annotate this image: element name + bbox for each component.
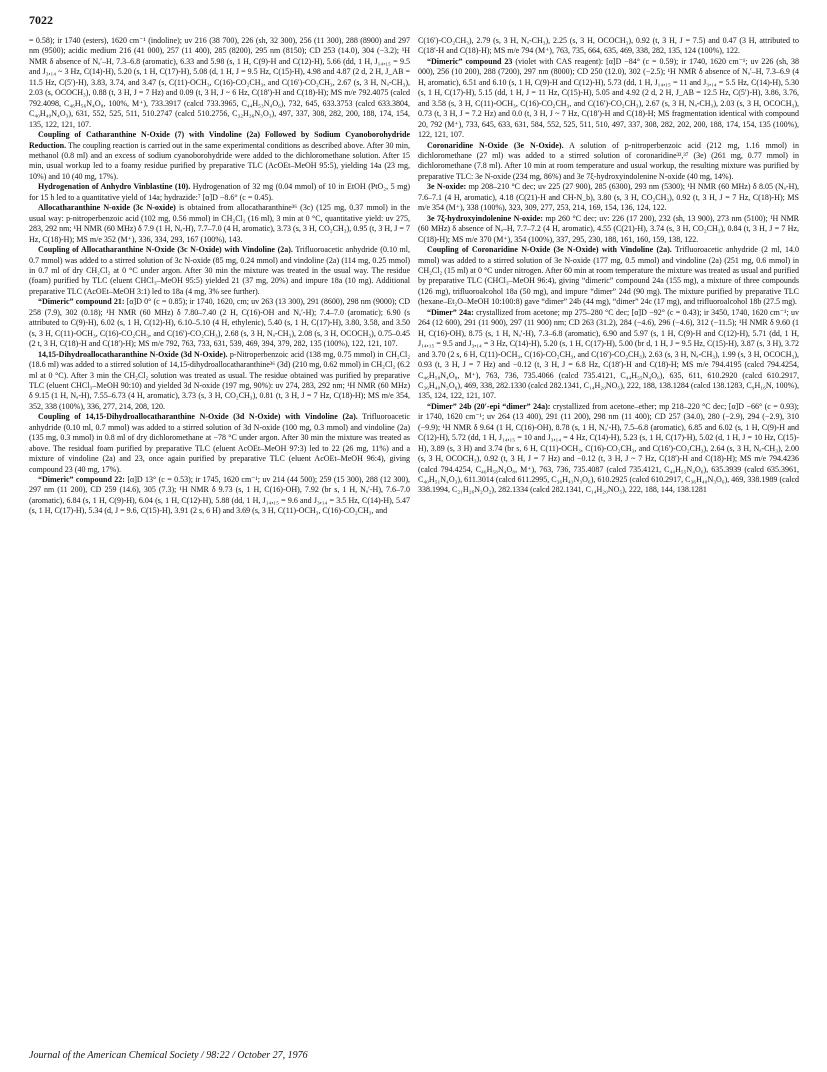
paragraph-heading: “Dimeric” compound 21:	[38, 297, 125, 307]
journal-footer: Journal of the American Chemical Society / 98:22 / October 27, 1976	[29, 1050, 308, 1061]
paragraph-heading: 3e N-oxide:	[427, 182, 467, 192]
paragraph	[29, 36, 410, 130]
paragraph	[418, 36, 799, 57]
paragraph-text: crystallized from acetone; mp 275–280 °C dec; [α]D −92° (c = 0.43); ir 3450, 1740, 1620 cm⁻¹; uv 264 (12 600), 291 (11 900), 297 (11 900) nm; CD 263 (31.2), 284 (−4.6), 296 (−4.6), 312 (−11.5); ¹H NMR δ 9.60 (1 H, C(16)-OH), 8.75 (s, 1 H, Nₐ′-H), 7.3–6.8 (aromatic), 6.90 and 5.97 (s, 1 H, C(9)-H and C(12)-H), 5.71 (dd, 1 H, J₁₄,₁₅ = 9.5 and J₃,₁₄ = 3 Hz, C(14)-H), 5.20 (s, 1 H, C(17)-H), 5.00 (br d, 1 H, J = 9.5 Hz, C(15)-H), 3.87 (s, 3 H), 3.72 and 3.70 (2 s, 6 H, C(11)-OCH₃, C(16)-CO₂CH₃, and C(16′)-CO₂CH₃), 2.63 (s, 3 H, Nₐ-CH₃), 1.99 (s, 3 H, OCOCH₃), 0.93 (t, 3 H, J = 7 Hz) and −0.12 (t, 3 H, J = 6.8 Hz, C(18′)-H and C(18)-H; MS m/e 794.4195 (calcd 794.4254, C₄₆H₅₈N₄O₈, M⁺), 763, 736, 735.4066 (calcd 735.4121, C₄₄H₅₅N₄O₆), 635, 611, 610.2920 (calcd 610.2917, C₃₆H₄₀N₃O₆), 469, 338, 282.1330 (calcd 282.1341, C₁₄H₂₀NO₅), 222, 188, 138.1284 (calcd 138.1283, C₉H₁₆N, 100%), 135, 124, 122, 121, 107.	[418, 307, 800, 401]
paragraph-text: = 0.58); ir 1740 (esters), 1620 cm⁻¹ (indoline); uv 216 (38 700), 226 (sh, 32 300), 256 (11 300), 288 (8900) and 297 nm (9500); acidic medium 216 (41 000), 257 (11 400), 285 (8200), 295 nm (8150); CD 253 (14.0), 304 (−3.2); ¹H NMR δ absence of Nₐ′–H, 7.3–6.8 (aromatic), 6.33 and 5.98 (s, 1 H, C(9)-H and C(12)-H), 5.66 (dd, 1 H, J₁₄,₁₅ = 9.5 and J₃,₁₄ ~ 3 Hz, C(14)-H), 5.20 (s, 1 H, C(17)-H), 5.08 (d, 1 H, J = 9.5 Hz, C(15)-H), 4.98 and 4.87 (2 d, 2 H, J_AB = 11.5 Hz, C(5′)-H), 3.83, 3.74, and 3.47 (s, C(11)-OCH₃, C(16)-CO₂CH₃, and C(16′)-CO₂CH₃, 2.67 (s, 3 H, Nₐ-CH₃), 2.03 (s, OCOCH₃), 0.88 (t, 3 H, J = 7 Hz) and 0.09 (t, 3 H, J ~ 6 Hz, C(18′)-H and C(18)-H); MS m/e 792.4075 (calcd 792.4098, C₄₆H₅₆N₄O₈, 100%, M⁺), 733.3917 (calcd 733.3965, C₄₄H₅₃N₄O₆), 732, 645, 633.3753 (calcd 633.3804, C₄₀H₄₉N₄O₃), 631, 552, 525, 511, 510.2747 (calcd 510.2756, C₃₂H₃₆N₃O₃), 497, 337, 308, 282, 200, 188, 174, 154, 135, 122, 121, 107.	[29, 36, 410, 129]
paragraph-text: mp 208–210 °C dec; uv 225 (27 900), 285 (6300), 293 nm (5300); ¹H NMR (60 MHz) δ 8.05 (Nₐ-H), 7.6–7.1 (4 H, aromatic), 4.18 (C(21)-H and CH-N_b), 3.80 (s, 3 H, CO₂CH₃), 0.92 (t, 3 H, J = 7 Hz, C(18)-H); MS m/e 354 (M⁺), 338 (100%), 323, 309, 277, 253, 214, 169, 154, 136, 124, 122.	[418, 182, 800, 213]
paragraph	[418, 402, 799, 496]
paragraph	[29, 245, 410, 297]
paragraph	[418, 214, 799, 245]
paragraph	[29, 350, 410, 413]
paragraph-heading: “Dimeric” compound 23	[427, 56, 513, 66]
paragraph	[418, 141, 799, 183]
paragraph	[29, 203, 410, 245]
paragraph-text: [α]D 13° (c = 0.53); ir 1745, 1620 cm⁻¹; uv 214 (44 500); 259 (15 300), 288 (12 300), 297 nm (11 200), CD 259 (14.6), 305 (7.3); ¹H NMR δ 9.73 (s, 1 H, C(16)-OH), 7.92 (br s, 1 H, Nₐ′-H), 7.6–7.0 (aromatic), 6.84 (s, 1 H, C(9)-H), 6.04 (s, 1 H, C(12)-H), 5.88 (dd, 1 H, J₁₄,₁₅ = 9.6 and J₃,₁₄ = 3.5 Hz, C(14)-H), 5.47 (s, 1 H, C(17)-H), 5.34 (d, J = 9.6, C(15)-H), 3.91 (2 s, 6 H) and 3.69 (s, 3 H, C(11)-OCH₃, C(16)-CO₂CH₃, and	[29, 475, 411, 516]
paragraph-heading: Hydrogenation of Anhydro Vinblastine (10).	[38, 182, 191, 192]
paragraph-text: p-Nitroperbenzoic acid (138 mg, 0.75 mmol) in CH₂Cl₂ (18.6 ml) was added to a stirred solution of 14,15-dihydroallocatharanthine³⁶ (3d) (210 mg, 0.62 mmol) in CH₂Cl₂ (6.2 ml at 0 °C). After 3 min the CH₂Cl₂ solution was treated as usual. The residue obtained was purified by preparative TLC (eluent CHCl₃–MeOH 90:10) and yielded 3d N-oxide (197 mg, 90%): uv 274, 283, 292 nm; ¹H NMR (60 MHz) δ 9.15 (1 H, Nₐ-H), 7.55–6.73 (4 H, aromatic), 3.73 (s, 3 H, CO₂CH₃), 0.81 (t, 3 H, J = 7 Hz, C(18)-H); MS m/e 354, 352, 338 (100%), 336, 277, 214, 208, 120.	[29, 349, 411, 411]
paragraph-text: Trifluoroacetic anhydride (0.10 ml, 0.7 mmol) was added to a stirred solution of 3c N-oxide (85 mg, 0.24 mmol) and vindoline (2a) (114 mg, 0.25 mmol) in 0.7 ml of dry CH₂Cl₂ at 0 °C under argon. After 30 min the mixture was treated in the usual way. The residue (foam) purified by TLC (eluent CHCl₃–MeOH 95:5) yielded 21 (37 mg, 20%) and impure 18a (10 mg). Additional preparative TLC (AcOEt–MeOH 3:1) led to 18a (4 mg, 3% see further).	[29, 245, 410, 296]
paragraph-heading: Coupling of Catharanthine N-Oxide (7) with Vindoline (2a) Followed by Sodium Cyanoborohydride Reduction.	[29, 130, 410, 150]
paragraph	[418, 308, 799, 402]
paragraph-heading: Coupling of 14,15-Dihydroallocatharanthine N-Oxide (3d N-Oxide) with Vindoline (2a).	[38, 412, 358, 422]
paragraph	[29, 130, 410, 182]
paragraph	[418, 245, 799, 308]
paragraph-text: A solution of p-nitroperbenzoic acid (212 mg, 1.16 mmol) in dichloromethane (27 ml) was added to a stirred solution of coronaridine³²,³⁷ (3e) (261 mg, 0.77 mmol) in dichloromethane (7.8 ml). After 10 min at room temperature and usual workup, the resulting mixture was purified by preparative TLC: 3e N-oxide (234 mg, 86%) and 3e 7ξ-hydroxyindolenine N-oxide (40 mg, 14%).	[418, 140, 800, 181]
paragraph-text: Hydrogenation of 32 mg (0.04 mmol) of 10 in EtOH (PtO₂, 5 mg) for 15 h led to a quantitative yield of 14a; hydrazide:⁷ [α]D −8.6° (c = 0.45).	[29, 182, 410, 202]
paragraph-heading: 14,15-Dihydroallocatharanthine N-Oxide (3d N-Oxide).	[38, 349, 228, 359]
paragraph-text: crystallized from acetone–ether; mp 218–220 °C dec; [α]D −66° (c = 0.93); ir 1740, 1620 cm⁻¹; uv 264 (13 400), 291 (11 200), 298 nm (11 400); CD 257 (34.0), 280 (−2.9), 294 (−2.9), 310 (−9.9); ¹H NMR δ 9.64 (1 H, C(16)-OH), 8.78 (s, 1 H, Nₐ′-H), 7.5–6.8 (aromatic), 6.85 and 6.02 (s, 1 H, C(9)-H and C(12)-H), 5.72 (dd, 1 H, J₁₄,₁₅ = 10 and J₃,₁₄ = 4 Hz, C(14)-H), 5.23 (s, 1 H, C(17)-H), 5.02 (d, 1 H, J = 10 Hz, C(15)-H), 3.89 (s, 3 H) and 3.74 (br s, 6 H, C(11)-OCH₃, C(16)-CO₂CH₃, and C(16′)-CO₂CH₃), 2.64 (s, 3 H, Nₐ-CH₃), 2.00 (s, 3 H, OCOCH₃), 0.92 (t, 3 H, J = 7 Hz) and −0.12 (t, 3 H, J ~ 7 Hz, C(18′)-H and C(18)-H); MS m/e 794.4236 (calcd 794.4254, C₄₆H₅₈N₄O₈, M⁺), 763, 736, 735.4087 (calcd 735.4121, C₄₄H₅₅N₄O₆), 635.3939 (calcd 635.3961, C₄₀H₅₁N₄O₃), 611.3014 (calcd 611.2995, C₃₆H₄₁N₃O₆), 610.2925 (calcd 610.2917, C₃₆H₄₀N₃O₆), 469, 338.1989 (calcd 338.1994, C₂₁H₂₆N₂O₂), 282.1334 (calcd 282.1341, C₁₄H₂₀NO₅), 222, 188, 144, 138.1281	[418, 401, 800, 495]
paragraph-text: [α]D 0° (c = 0.85); ir 1740, 1620, cm; uv 263 (13 300), 291 (8600), 298 nm (9000); CD 258 (7.9), 302 (0.18); ¹H NMR (60 MHz) δ 7.80–7.40 (2 H, C(16)-OH and Nₐ′-H); 7.4–7.0 (aromatic); 6.90 (s attributed to C(9)-H), 6.02 (s, 1 H, C(12)-H), 6.10–5.10 (4 H, ethylenic), 5.40 (s, 1 H, C(17)-H), 3.80, 3.58, and 3.50 (s, 3 H, C(11)-OCH₃, C(16)-CO₂CH₃, and C(16′)-CO₂CH₃), 2.68 (s, 3 H, Nₐ-CH₃), 2.08 (s, 3 H, OCOCH₃), 0.75–0.45 (2 t, 3 H, C(18)-H and C(18′)-H); MS m/e 792, 763, 733, 631, 539, 469, 394, 379, 282, 135 (100%), 122, 121, 107.	[29, 297, 410, 349]
paragraph	[29, 412, 410, 475]
paragraph	[29, 475, 410, 517]
paragraph-text: C(16′)-CO₂CH₃), 2.79 (s, 3 H, Nₐ-CH₃), 2.25 (s, 3 H, OCOCH₃), 0.92 (t, 3 H, J = 7.5) and 0.47 (3 H, attributed to C(18′-H and C(18)-H); MS m/e 794 (M⁺), 763, 735, 664, 635, 469, 338, 282, 135, 124 (100%), 122.	[418, 36, 799, 56]
paragraph-heading: Coupling of Coronaridine N-Oxide (3e N-Oxide) with Vindoline (2a).	[427, 245, 672, 255]
paragraph	[418, 57, 799, 141]
paragraph-heading: “Dimeric” compound 22:	[38, 475, 125, 485]
paragraph	[29, 182, 410, 203]
paragraph-heading: Allocatharanthine N-oxide (3c N-oxide)	[38, 203, 176, 213]
paragraph-heading: Coronaridine N-Oxide (3e N-Oxide).	[427, 140, 564, 150]
paragraph-text: (violet with CAS reagent): [α]D −84° (c = 0.59); ir 1740, 1620 cm⁻¹; uv 226 (sh, 38 000), 256 (10 200), 288 (7200), 297 nm (8000); CD 250 (12.0), 302 (−2.5); ¹H NMR δ absence of Nₐ′–H, 7.3–6.9 (4 H, aromatic), 6.51 and 6.10 (s, 1 H, C(9)-H and C(12)-H), 5.73 (dd, 1 H, J₁₄,₁₅ = 11 and J₃,₁₄ = 5.5 Hz, C(14)-H), 5.30 (s, 1 H, C(17)-H), 5.15 (dd, 1 H, J = 11 Hz, C(15)-H), 5.05 and 4.92 (2 d, 2 H, J_AB = 12.5 Hz, C(5′)-H), 3.86, 3.76, and 3.58 (s, 3 H, C(11)-OCH₃, C(16)-CO₂CH₃, and C(16′)-CO₂CH₃), 2.67 (s, 3 H, Nₐ-CH₃), 2.03 (s, 3 H, OCOCH₃), 0.73 (t, 3 H, J = 7.2 Hz) and 0.0 (t, 3 H, J ~ 7 Hz, C(18′)-H and C(18)-H; MS fragmentation identical with compound 20, 792 (M⁺), 733, 645, 633, 631, 584, 552, 525, 511, 510, 497, 337, 308, 282, 202, 200, 188, 174, 154, 135 (100%), 122, 121, 107.	[418, 56, 799, 140]
paragraph	[418, 182, 799, 213]
paragraph-heading: “Dimer” 24a:	[427, 307, 474, 317]
page-number: 7022	[29, 13, 53, 27]
paragraph	[29, 297, 410, 349]
paragraph-text: Trifluoroacetic anhydride (0.10 ml, 0.7 mmol) was added to a stirred solution of 3d N-oxide (100 mg, 0.3 mmol) and vindoline (2a) (135 mg, 0.3 mmol) in 0.8 ml of dry dichloromethane at −78 °C under argon. After 30 min the mixture was treated as above. The residual foam purified by preparative TLC (eluent AcOEt–MeOH 97:3) led to 22 (26 mg, 11%) and a mixture of vindoline (2a) and 23, once again purified by preparative TLC (eluent AcOEt–MeOH 96:4), giving compound 23 (40 mg, 17%).	[29, 412, 410, 474]
paragraph-heading: Coupling of Allocatharanthine N-Oxide (3c N-Oxide) with Vindoline (2a).	[38, 245, 293, 255]
paragraph-text: is obtained from allocatharanthine³⁶ (3c) (125 mg, 0.37 mmol) in the usual way: p-nitroperbenzoic acid (102 mg, 0.56 mmol) in CH₂Cl₂ (16 ml), 3 min at 0 °C, quantitative yield: uv 275, 283, 292 nm; ¹H NMR (60 MHz) δ 7.9 (1 H, Nₐ-H), 7.7–7.0 (4 H, aromatic), 3.73 (s, 3 H, CO₂CH₃), 0.95 (t, 3 H, J = 7 Hz, C(18)-H); MS m/e 352 (M⁺), 336, 334, 293, 167 (100%), 143.	[29, 203, 411, 244]
paragraph-text: The coupling reaction is carried out in the same experimental conditions as described above. After 30 min, methanol (0.8 ml) and an excess of sodium cyanoborohydride were added to the dichloromethane solution. After 15 min, usual workup led to a foamy residue purified by preparative TLC (AcOEt–MeOH 95:5), yielding 14a (23 mg, 10%) and 10 (40 mg, 17%).	[29, 140, 411, 181]
right-column	[418, 36, 799, 496]
left-column	[29, 36, 410, 517]
paragraph-heading: “Dimer” 24b (20′-epi “dimer” 24a):	[427, 401, 551, 411]
paragraph-text: Trifluoroacetic anhydride (2 ml, 14.0 mmol) was added to a stirred solution of 3e N-oxide (177 mg, 0.5 mmol) and vindoline (2a) (251 mg, 0.6 mmol) in CH₂Cl₂ (15 ml) at 0 °C under nitrogen. After 60 min at room temperature the mixture was treated as usual and purified by preparative TLC (CHCl₃–MeOH 96:4), giving “dimeric” compound 24a (155 mg), a mixture of three compounds (126 mg), trifluoroalcohol 18a (50 mg), and impure “dimer” 24d (90 mg). The mixture purified by preparative TLC (hexane–Et₂O–MeOH 10:100:8) gave “dimer” 24b (44 mg), “dimer” 24c (17 mg), and trifluoroalcohol 18b (27.5 mg).	[418, 245, 799, 307]
paragraph-text: mp 260 °C dec; uv: 226 (17 200), 232 (sh, 13 900), 273 nm (5100); ¹H NMR (60 MHz) δ absence of Nₐ–H, 7.7–7.2 (4 H, aromatic), 4.55 (C(21)-H), 3.74 (s, 3 H, CO₂CH₃), 0.84 (t, 3 H, J = 7 Hz, C(18)-H); MS m/e 370 (M⁺), 354 (100%), 337, 295, 230, 188, 161, 160, 159, 138, 122.	[418, 213, 800, 244]
paragraph-heading: 3e 7ξ-hydroxyindolenine N-oxide:	[427, 213, 543, 223]
